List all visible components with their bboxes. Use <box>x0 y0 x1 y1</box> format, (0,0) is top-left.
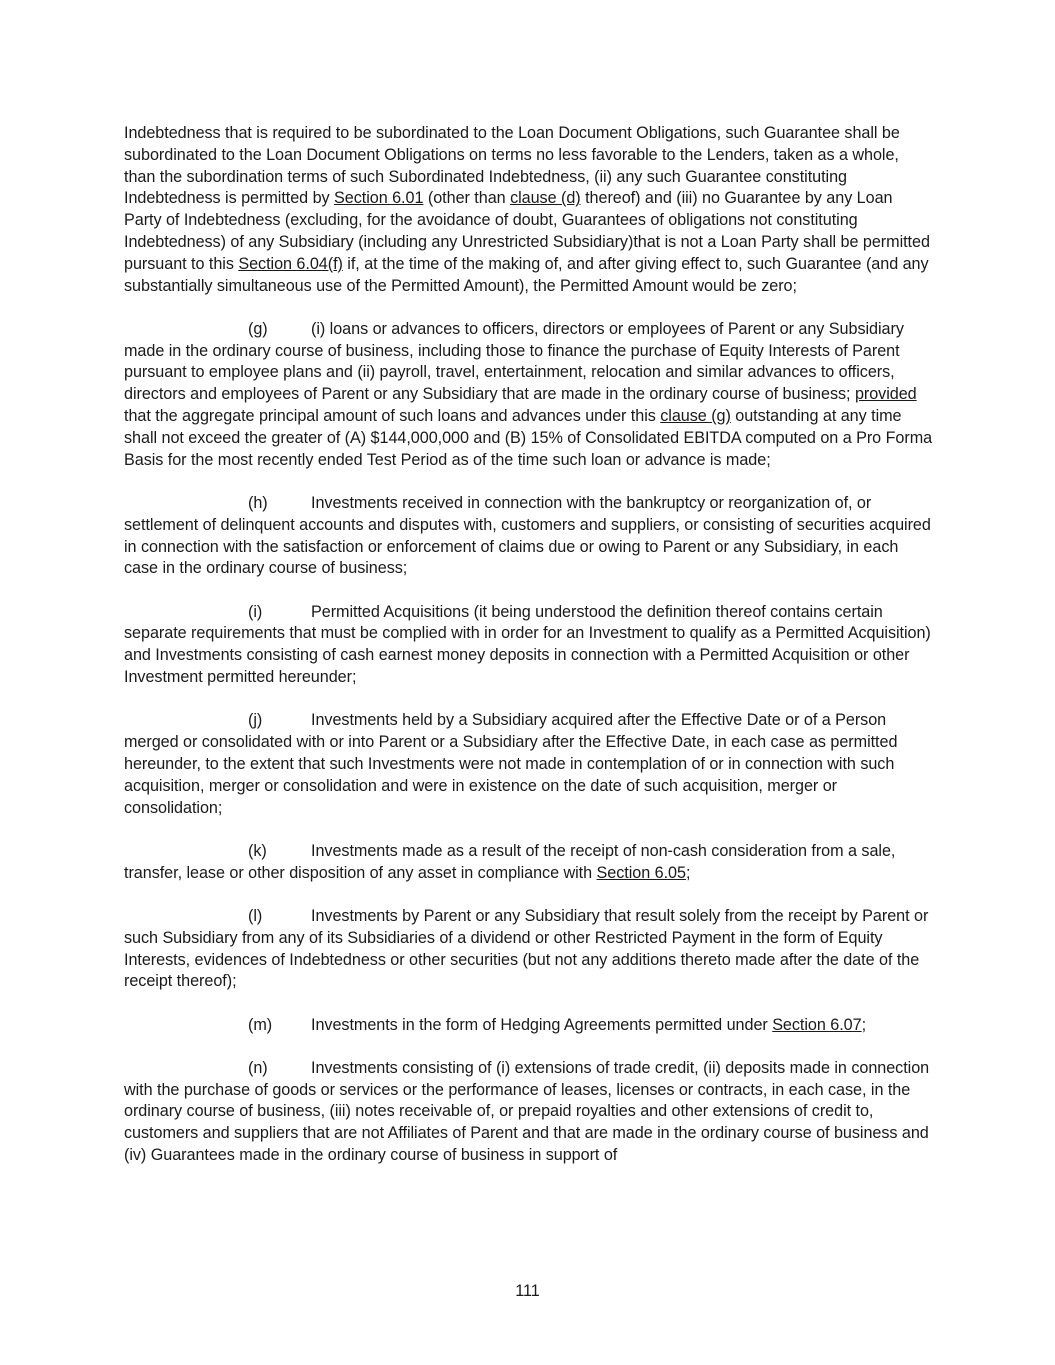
paragraph-text: Investments by Parent or any Subsidiary that result solely from the receipt by Parent or such Subsidiary from any of its Subsidiaries of a dividend or other Restricted Payment in the form of Equity Interests, evidences of Indebtedness or other securities (but not any additions thereto made after the date of the receipt thereof); <box>124 906 929 991</box>
paragraph <box>124 1015 934 1037</box>
paragraph-text: outstanding at any time shall not exceed the greater of (A) $144,000,000 and (B) 15% of Consolidated EBITDA computed on a Pro Forma Basis for the most recently ended Test Period as of the time such loan or advance is made; <box>124 407 933 469</box>
page-number: 111 <box>515 1282 540 1300</box>
cross-reference: Section 6.07 <box>772 1015 862 1034</box>
paragraph <box>124 123 934 297</box>
cross-reference: clause (d) <box>510 189 581 208</box>
paragraph-text: Indebtedness that is required to be subordinated to the Loan Document Obligations, such Guarantee shall be subordinated to the Loan Document Obligations on terms no less favorable to the Lenders, taken as a whole, than the subordination terms of such Subordinated Indebtedness, (ii) any such Guarantee constituting Indebtedness is permitted by <box>124 124 900 208</box>
paragraph <box>124 602 934 689</box>
paragraph-text: Investments consisting of (i) extensions of trade credit, (ii) deposits made in connection with the purchase of goods or services or the performance of leases, licenses or contracts, in each case, in the ordinary course of business, (iii) notes receivable of, or prepaid royalties and other extensions of credit to, customers and suppliers that are not Affiliates of Parent and that are made in the ordinary course of business and (iv) Guarantees made in the ordinary course of business in support of <box>124 1058 930 1165</box>
clause-label: (n) <box>248 1058 268 1077</box>
clause-label: (k) <box>248 841 267 860</box>
paragraph-text: ; <box>685 863 691 882</box>
cross-reference: provided <box>854 385 917 404</box>
clause-label: (h) <box>248 493 268 512</box>
paragraph-text: ; <box>861 1015 867 1034</box>
cross-reference: Section 6.05 <box>596 863 686 882</box>
paragraph-text: (i) loans or advances to officers, directors or employees of Parent or any Subsidiary made in the ordinary course of business, including those to finance the purchase of Equity Interests of Parent pursuant to employee plans and (ii) payroll, travel, entertainment, relocation and similar advances to officers, directors and employees of Parent or any Subsidiary that are made in the ordinary course of business; <box>124 319 904 404</box>
paragraph-text: (other than <box>423 189 511 208</box>
paragraph-text: that the aggregate principal amount of such loans and advances under this <box>124 407 661 426</box>
cross-reference: Section 6.04(f) <box>238 254 343 273</box>
document-body <box>124 123 934 1188</box>
paragraph-text: Investments made as a result of the receipt of non-cash consideration from a sale, transfer, lease or other disposition of any asset in compliance with <box>124 841 896 882</box>
clause-label: (j) <box>248 711 263 730</box>
paragraph-text: Investments received in connection with the bankruptcy or reorganization of, or settlement of delinquent accounts and disputes with, customers and suppliers, or consisting of securities acquired in connection with the satisfaction or enforcement of claims due or owing to Parent or any Subsidiary, in each case in the ordinary course of business; <box>124 493 931 578</box>
paragraph-text: thereof) and (iii) no Guarantee by any Loan Party of Indebtedness (excluding, for the avoidance of doubt, Guarantees of obligations not constituting Indebtedness) of any Subsidiary (including any Unrestricted Subsidiary)that is not a Loan Party shall be permitted pursuant to this <box>124 189 930 273</box>
paragraph <box>124 319 934 472</box>
clause-label: (m) <box>248 1015 273 1034</box>
cross-reference: Section 6.01 <box>334 189 424 208</box>
clause-label: (i) <box>248 602 263 621</box>
paragraph-text: Permitted Acquisitions (it being understood the definition thereof contains certain separate requirements that must be complied with in order for an Investment to qualify as a Permitted Acquisition) and Investments consisting of cash earnest money deposits in connection with a Permitted Acquisition or other Investment permitted hereunder; <box>124 602 931 687</box>
paragraph <box>124 493 934 580</box>
paragraph-text: Investments in the form of Hedging Agreements permitted under <box>311 1015 773 1034</box>
paragraph <box>124 710 934 819</box>
paragraph <box>124 1058 934 1167</box>
clause-label: (g) <box>248 319 268 338</box>
paragraph-text: Investments held by a Subsidiary acquired after the Effective Date or of a Person merged or consolidated with or into Parent or a Subsidiary after the Effective Date, in each case as permitted hereunder, to the extent that such Investments were not made in contemplation of or in connection with such acquisition, merger or consolidation and were in existence on the date of such acquisition, merger or consolidation; <box>124 711 898 817</box>
paragraph <box>124 906 934 993</box>
cross-reference: clause (g) <box>660 407 731 426</box>
paragraph-text: if, at the time of the making of, and after giving effect to, such Guarantee (and any substantially simultaneous use of the Permitted Amount), the Permitted Amount would be zero; <box>124 254 929 295</box>
clause-label: (l) <box>248 906 263 925</box>
paragraph <box>124 841 934 885</box>
